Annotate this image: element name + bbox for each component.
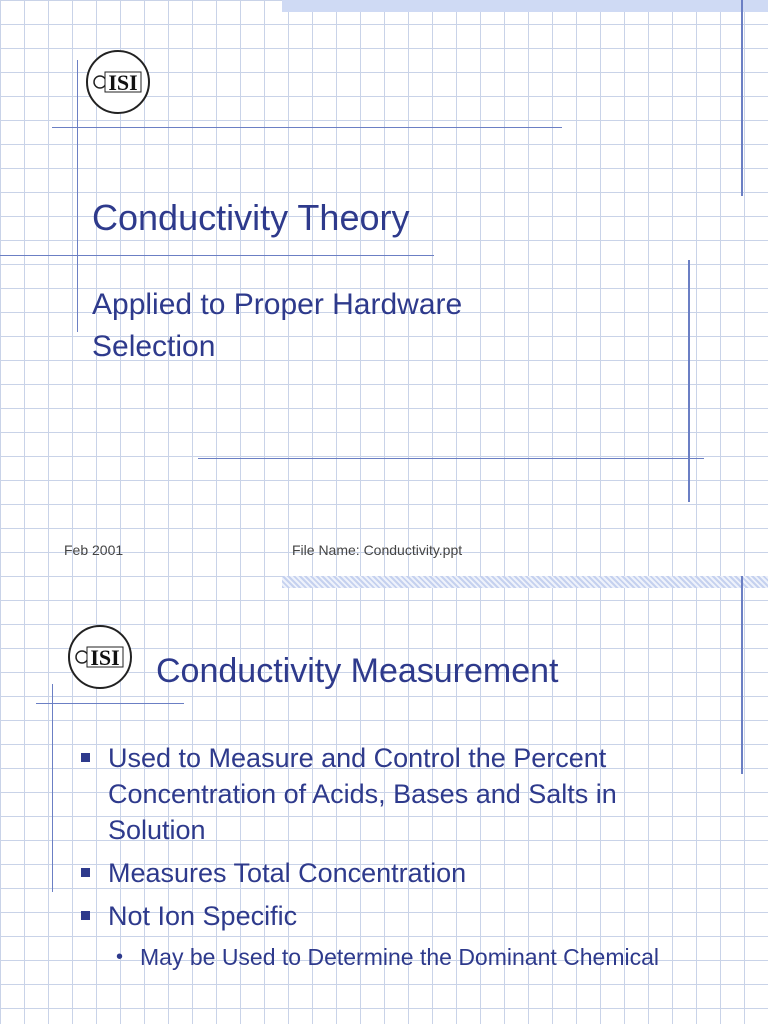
sub-bullet-item: • May be Used to Determine the Dominant Chemical: [78, 941, 698, 973]
logo-text: ISI: [108, 70, 138, 95]
logo-text: ISI: [90, 645, 120, 670]
rule-vertical-left: [77, 60, 78, 332]
slide-subtitle: Applied to Proper Hardware Selection: [92, 288, 463, 363]
bullet-item: Not Ion Specific: [78, 898, 698, 934]
rule-vertical-left: [52, 684, 53, 892]
top-band: [282, 576, 768, 588]
slide-title-heading: Conductivity Theory: [92, 197, 410, 238]
footer-date: Feb 2001: [64, 542, 124, 558]
isi-logo: [68, 625, 132, 689]
rule-horizontal-top: [36, 703, 184, 704]
rule-vertical-right: [741, 576, 743, 774]
rule-horizontal-top: [52, 127, 562, 128]
top-band: [282, 0, 768, 12]
rule-horizontal-mid: [0, 255, 434, 256]
rule-vertical-right: [741, 0, 743, 196]
footer-filename: File Name: Conductivity.ppt: [292, 542, 463, 558]
bullet-item: Measures Total Concentration: [78, 855, 698, 891]
slide-title-heading: Conductivity Measurement: [156, 652, 559, 690]
rule-vertical-right-2: [688, 260, 690, 502]
bullet-item: Used to Measure and Control the Percent Concentration of Acids, Bases and Salts in Solution: [78, 740, 698, 848]
isi-logo: [86, 50, 150, 114]
slide-measurement: [0, 576, 768, 1024]
rule-horizontal-bottom: [198, 458, 704, 459]
bullet-list: [78, 740, 698, 973]
